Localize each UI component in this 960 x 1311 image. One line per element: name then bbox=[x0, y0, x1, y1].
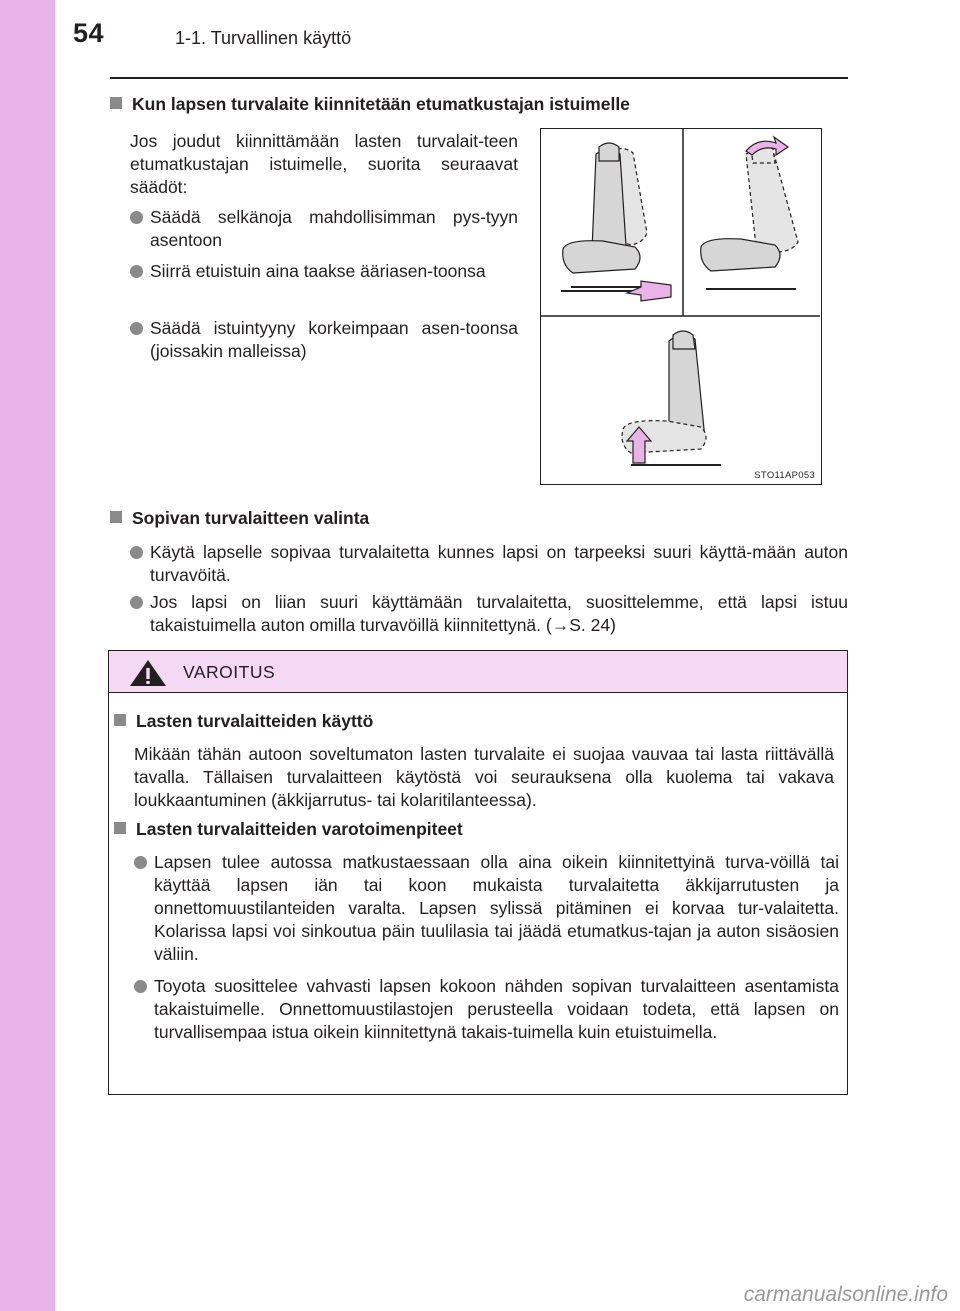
section1-bullet: Siirrä etuistuin aina taakse ääriasen-toonsa bbox=[130, 260, 518, 283]
figure-code: STO11AP053 bbox=[754, 470, 815, 481]
section2-heading: Sopivan turvalaitteen valinta bbox=[110, 508, 369, 529]
warning-title: VAROITUS bbox=[183, 662, 276, 682]
warning-sub2-bullet: Lapsen tulee autossa matkustaessaan olla aina oikein kiinnitettyinä turva-vöillä tai käyttää lapsen iän tai koon mukaista turvalaitetta äkkijarrutusten ja onnettomuustilanteiden varalta. Lapsen sylissä pitäminen ei korvaa tur-valaitetta. Kolarissa lapsi voi sinkoutua päin tuulilasia tai jäädä etumatkus-tajan ja auton sisäosien väliin. bbox=[134, 851, 839, 966]
square-bullet-icon bbox=[114, 714, 126, 726]
section1-bullet: Säädä istuintyyny korkeimpaan asen-toonsa (joissakin malleissa) bbox=[130, 317, 518, 363]
seat-illustration bbox=[541, 129, 820, 483]
round-bullet-icon bbox=[130, 596, 143, 609]
round-bullet-icon bbox=[130, 265, 143, 278]
round-bullet-icon bbox=[130, 322, 143, 335]
seat-move-back-icon bbox=[561, 143, 671, 301]
side-color-strip bbox=[0, 0, 55, 1311]
round-bullet-icon bbox=[130, 546, 143, 559]
page-number: 54 bbox=[73, 18, 105, 48]
round-bullet-icon bbox=[134, 980, 147, 993]
square-bullet-icon bbox=[110, 97, 122, 109]
header-rule bbox=[110, 77, 848, 79]
warning-header bbox=[109, 651, 847, 693]
warning-sub1-text: Mikään tähän autoon soveltumaton lasten turvalaite ei suojaa vauvaa tai lasta riittävällä tavalla. Tällaisen turvalaitteen käytöstä voi seurauksena olla kuolema tai vakava loukkaantuminen (äkkijarrutus- tai kolaritilanteessa). bbox=[134, 744, 834, 810]
warning-sub2-heading: Lasten turvalaitteiden varotoimenpiteet bbox=[114, 819, 463, 840]
section2-bullet: Jos lapsi on liian suuri käyttämään turvalaitetta, suosittelemme, että lapsi istuu takaistuimella auton omilla turvavöillä kiinnitettynä. (→S. 24) bbox=[130, 591, 848, 637]
square-bullet-icon bbox=[114, 822, 126, 834]
section2-bullet: Käytä lapselle sopivaa turvalaitetta kunnes lapsi on tarpeeksi suuri käyttä-mään auton turvavöitä. bbox=[130, 541, 848, 587]
section1-heading: Kun lapsen turvalaite kiinnitetään etumatkustajan istuimelle bbox=[110, 94, 630, 115]
section-title: 1-1. Turvallinen käyttö bbox=[175, 28, 352, 48]
seat-adjustment-figure bbox=[540, 128, 822, 485]
warning-box bbox=[108, 650, 848, 1095]
seat-raise-cushion-icon bbox=[622, 331, 721, 465]
round-bullet-icon bbox=[130, 211, 143, 224]
warning-sub1-heading: Lasten turvalaitteiden käyttö bbox=[114, 711, 373, 732]
section1-bullet: Säädä selkänoja mahdollisimman pys-tyyn asentoon bbox=[130, 206, 518, 252]
square-bullet-icon bbox=[110, 511, 122, 523]
section1-intro: Jos joudut kiinnittämään lasten turvalait-teen etumatkustajan istuimelle, suorita seuraavat säädöt: bbox=[130, 131, 518, 197]
warning-triangle-icon bbox=[129, 659, 167, 687]
round-bullet-icon bbox=[134, 856, 147, 869]
seat-recline-upright-icon bbox=[701, 137, 798, 289]
warning-sub2-bullet: Toyota suosittelee vahvasti lapsen kokoon nähden sopivan turvalaitteen asentamista takaistuimelle. Onnettomuustilastojen perusteella voidaan todeta, että lapsen on turvallisempaa istua oikein kiinnitettynä takais-tuimella kuin etuistuimella. bbox=[134, 975, 839, 1044]
watermark: carmanualsonline.info bbox=[743, 1283, 948, 1306]
